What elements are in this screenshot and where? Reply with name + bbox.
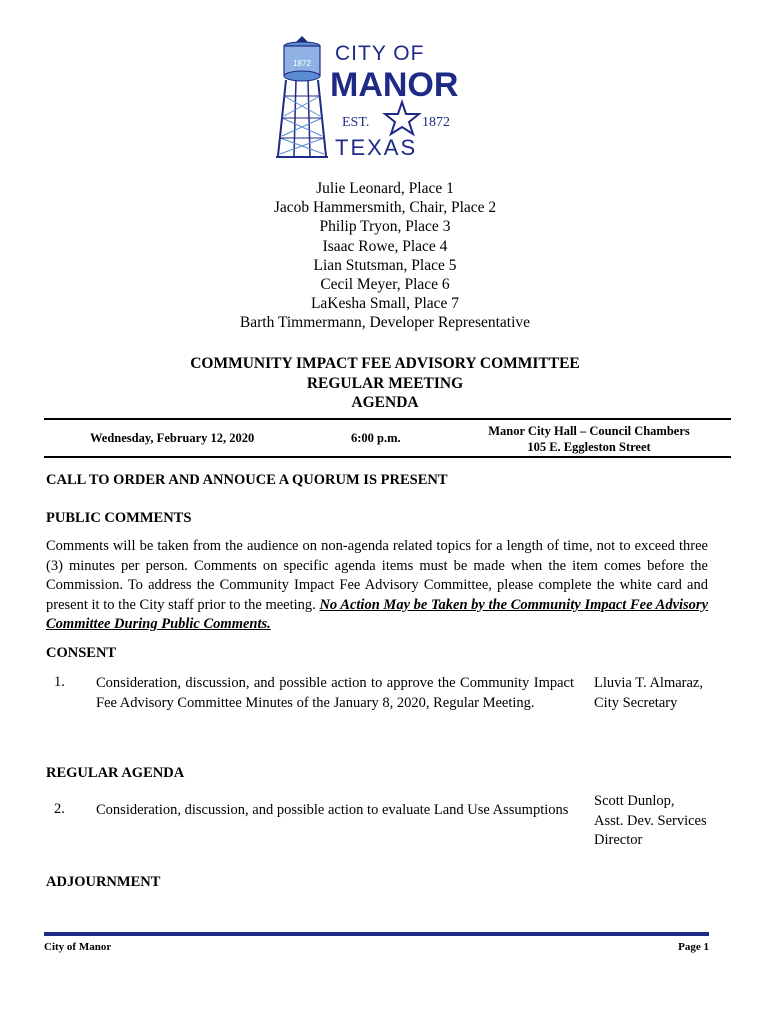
- meeting-info-bar: [44, 418, 731, 458]
- meeting-location: [439, 423, 739, 455]
- item-number: 2.: [54, 801, 65, 817]
- title-line-1: COMMUNITY IMPACT FEE ADVISORY COMMITTEE: [190, 355, 580, 372]
- public-comments-body: Comments will be taken from the audience on non-agenda related topics for a length of time, not to exceed three (3) minutes per person. Comments on specific agenda items must be made when the item comes before the Commission. To address the Community Impact Fee Advisory Committee, please complete the white card and present it to the City staff prior to the meeting.: [46, 538, 708, 613]
- city-logo: [272, 36, 478, 164]
- responsible-name: Scott Dunlop,: [594, 793, 675, 809]
- water-tower-icon: [272, 36, 478, 164]
- member-3: Philip Tryon, Place 3: [319, 218, 451, 236]
- responsible-name: Lluvia T. Almaraz,: [594, 675, 703, 691]
- member-8: Barth Timmermann, Developer Representative: [239, 314, 531, 332]
- member-5: Lian Stutsman, Place 5: [313, 256, 457, 274]
- committee-members: [0, 179, 770, 333]
- svg-text:1872: 1872: [293, 59, 311, 68]
- title-line-3: AGENDA: [351, 394, 419, 411]
- svg-text:EST.: EST.: [342, 115, 370, 130]
- meeting-date: Wednesday, February 12, 2020: [90, 431, 255, 445]
- star-icon: [385, 102, 419, 134]
- location-line-1: Manor City Hall – Council Chambers: [488, 424, 690, 438]
- top-rule: [44, 418, 731, 420]
- member-7: LaKesha Small, Place 7: [310, 295, 460, 313]
- member-6: Cecil Meyer, Place 6: [320, 276, 450, 294]
- item-responsible: [594, 792, 734, 851]
- footer-city-name: City of Manor: [44, 941, 112, 953]
- member-4: Isaac Rowe, Place 4: [322, 237, 448, 255]
- svg-text:MANOR: MANOR: [330, 66, 459, 104]
- adjournment-heading: ADJOURNMENT: [46, 874, 161, 890]
- public-comments-heading: PUBLIC COMMENTS: [46, 510, 192, 526]
- svg-text:1872: 1872: [422, 115, 450, 130]
- regular-agenda-heading: REGULAR AGENDA: [46, 765, 185, 781]
- svg-text:CITY OF: CITY OF: [335, 42, 425, 65]
- title-line-2: REGULAR MEETING: [306, 374, 464, 392]
- public-comments-notice: No Action May be Taken by the Community Impact Fee Advisory Committee During Public Comments.: [46, 596, 708, 632]
- bottom-rule: [44, 456, 731, 458]
- item-description: Consideration, discussion, and possible action to approve the Community Impact Fee Advisory Committee Minutes of the January 8, 2020, Regular Meeting.: [96, 675, 574, 711]
- footer-rule: [44, 932, 709, 936]
- responsible-title: City Secretary: [594, 694, 678, 711]
- agenda-title: [0, 354, 770, 413]
- responsible-title: Asst. Dev. Services: [594, 812, 707, 829]
- member-2: Jacob Hammersmith, Chair, Place 2: [273, 199, 497, 217]
- location-line-2: 105 E. Eggleston Street: [527, 440, 651, 454]
- meeting-time: 6:00 p.m.: [351, 431, 401, 445]
- item-description: Consideration, discussion, and possible action to evaluate Land Use Assumptions: [96, 802, 569, 818]
- item-responsible: [594, 674, 734, 713]
- item-number: 1.: [54, 674, 65, 690]
- call-to-order-heading: CALL TO ORDER AND ANNOUCE A QUORUM IS PRESENT: [46, 472, 448, 488]
- public-comments-text: [46, 537, 708, 635]
- member-1: Julie Leonard, Place 1: [316, 180, 454, 197]
- svg-text:TEXAS: TEXAS: [335, 135, 418, 160]
- footer-page-number: Page 1: [678, 941, 709, 953]
- consent-heading: CONSENT: [46, 645, 117, 661]
- responsible-title-cont: Director: [594, 832, 643, 848]
